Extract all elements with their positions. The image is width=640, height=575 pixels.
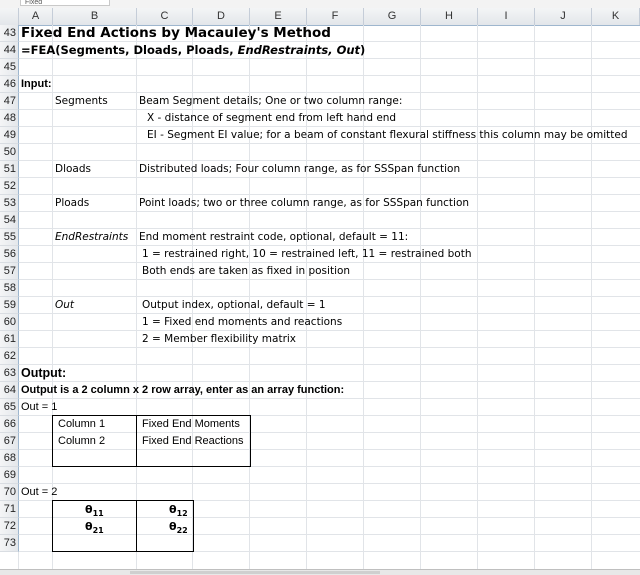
column-header-g[interactable]: G [364, 8, 421, 25]
row-header[interactable]: 54 [0, 212, 19, 229]
row-header[interactable]: 59 [0, 297, 19, 314]
cell-a70[interactable] [21, 484, 57, 501]
cell-a46[interactable] [21, 76, 52, 93]
cell-text: =FEA(Segments, Dloads, Ploads, [21, 43, 238, 57]
cell-text: 1 = Fixed end moments and reactions [142, 316, 343, 328]
row-header[interactable]: 62 [0, 348, 19, 365]
cell-b55[interactable] [55, 229, 128, 246]
cell-text: End moment restraint code, optional, default = 11: [139, 231, 409, 243]
column-header-k[interactable]: K [592, 8, 640, 25]
row-header[interactable]: 43 [0, 25, 19, 42]
row-header[interactable]: 68 [0, 450, 19, 467]
row-header[interactable]: 47 [0, 93, 19, 110]
table-row[interactable] [19, 144, 640, 161]
column-header-d[interactable]: D [193, 8, 250, 25]
column-header-h[interactable]: H [421, 8, 478, 25]
theta-subscript: 22 [176, 526, 188, 536]
cell-a43[interactable] [21, 25, 331, 42]
row-header[interactable]: 69 [0, 467, 19, 484]
cell-text: Column 2 [58, 435, 106, 447]
row-header[interactable]: 52 [0, 178, 19, 195]
row-header[interactable]: 46 [0, 76, 19, 93]
formula-italic-args: EndRestraints, Out [237, 43, 361, 57]
row-header[interactable]: 49 [0, 127, 19, 144]
cell-a63[interactable] [21, 365, 66, 382]
horizontal-scrollbar[interactable] [0, 569, 640, 575]
row-header[interactable]: 57 [0, 263, 19, 280]
theta-symbol: θ [169, 520, 177, 533]
row-header[interactable]: 67 [0, 433, 19, 450]
cell-c60[interactable] [142, 314, 342, 331]
cell-a64[interactable] [21, 382, 344, 399]
cell-text: Ploads [55, 197, 90, 209]
cell-a44[interactable] [21, 42, 365, 59]
cell-text: Dloads [55, 163, 91, 175]
row-header[interactable]: 48 [0, 110, 19, 127]
cell-text: EndRestraints [55, 231, 129, 243]
row-header[interactable]: 55 [0, 229, 19, 246]
table-row[interactable] [19, 467, 640, 484]
output-table-out2-divider [136, 500, 137, 552]
row-header[interactable]: 45 [0, 59, 19, 76]
row-header[interactable]: 56 [0, 246, 19, 263]
table-row[interactable] [19, 59, 640, 76]
table-row[interactable] [19, 297, 640, 314]
row-header[interactable]: 50 [0, 144, 19, 161]
row-header[interactable]: 66 [0, 416, 19, 433]
row-header[interactable]: 72 [0, 518, 19, 535]
cell-c48[interactable] [147, 110, 396, 127]
theta-symbol: θ [169, 503, 177, 516]
column-header-i[interactable]: I [478, 8, 535, 25]
table-row[interactable] [19, 331, 640, 348]
cell-text: Out = 1 [21, 401, 58, 413]
cell-c56[interactable] [142, 246, 471, 263]
column-header-a[interactable]: A [19, 8, 53, 25]
cell-text: 1 = restrained right, 10 = restrained left, 11 = restrained both [142, 248, 472, 260]
cell-c49[interactable] [147, 127, 628, 144]
cell-text: Both ends are taken as fixed in position [142, 265, 351, 277]
row-header[interactable]: 71 [0, 501, 19, 518]
cell-text: Out [55, 299, 75, 311]
cell-text: Output is a 2 column x 2 row array, enter as an array function: [21, 384, 345, 396]
theta-subscript: 11 [92, 509, 104, 519]
theta-symbol: θ [85, 520, 93, 533]
table-row[interactable] [19, 484, 640, 501]
row-header[interactable]: 51 [0, 161, 19, 178]
cell-text: EI - Segment EI value; for a beam of constant flexural stiffness this column may be omitted [147, 129, 628, 141]
column-header-bar [0, 8, 640, 26]
cell-text: Fixed End Moments [142, 418, 240, 430]
table-row[interactable] [19, 365, 640, 382]
cell-text: Fixed End Actions by Macauley's Method [21, 25, 331, 41]
row-header[interactable]: 65 [0, 399, 19, 416]
cell-text: Input: [21, 78, 52, 90]
column-header-c[interactable]: C [137, 8, 193, 25]
formula-close-paren: ) [360, 43, 366, 57]
cell-c51[interactable] [139, 161, 460, 178]
cell-text: Point loads; two or three column range, as for SSSpan function [139, 197, 470, 209]
row-header[interactable]: 70 [0, 484, 19, 501]
row-header[interactable]: 58 [0, 280, 19, 297]
row-header[interactable]: 53 [0, 195, 19, 212]
theta-symbol: θ [85, 503, 93, 516]
select-all-corner[interactable] [0, 8, 19, 25]
table-row[interactable] [19, 212, 640, 229]
cell-c55[interactable] [139, 229, 408, 246]
table-row[interactable] [19, 76, 640, 93]
cell-b47[interactable] [55, 93, 108, 110]
column-header-e[interactable]: E [250, 8, 307, 25]
row-header[interactable]: 64 [0, 382, 19, 399]
column-header-j[interactable]: J [535, 8, 592, 25]
cell-c59[interactable] [142, 297, 326, 314]
table-row[interactable] [19, 178, 640, 195]
output-table-out2 [52, 500, 194, 552]
sheet-tab-fragment[interactable]: Fixed [20, 0, 110, 6]
cell-text: Fixed End Reactions [142, 435, 244, 447]
column-header-b[interactable]: B [53, 8, 137, 25]
cell-c53[interactable] [139, 195, 469, 212]
output-table-out1 [52, 415, 251, 467]
table-row[interactable] [19, 280, 640, 297]
cell-text: Segments [55, 95, 108, 107]
table-row[interactable] [19, 399, 640, 416]
cell-b53[interactable] [55, 195, 89, 212]
theta-subscript: 21 [92, 526, 104, 536]
row-header[interactable]: 61 [0, 331, 19, 348]
cell-c47[interactable] [139, 93, 402, 110]
cell-b51[interactable] [55, 161, 91, 178]
cell-text: Output: [21, 366, 67, 380]
cell-text: Distributed loads; Four column range, as for SSSpan function [139, 163, 461, 175]
cell-b59[interactable] [55, 297, 74, 314]
cell-text: Out = 2 [21, 486, 58, 498]
output-table-out1-divider [136, 415, 137, 467]
cell-text: Output index, optional, default = 1 [142, 299, 326, 311]
row-header[interactable]: 63 [0, 365, 19, 382]
cell-text: Beam Segment details; One or two column range: [139, 95, 403, 107]
row-header[interactable]: 73 [0, 535, 19, 552]
row-header[interactable]: 44 [0, 42, 19, 59]
cell-c57[interactable] [142, 263, 350, 280]
cell-text: 2 = Member flexibility matrix [142, 333, 297, 345]
cell-a65[interactable] [21, 399, 57, 416]
column-header-f[interactable]: F [307, 8, 364, 25]
cell-c61[interactable] [142, 331, 296, 348]
cell-text: Column 1 [58, 418, 106, 430]
table-row[interactable] [19, 348, 640, 365]
cell-text: X - distance of segment end from left hand end [147, 112, 397, 124]
row-header[interactable]: 60 [0, 314, 19, 331]
theta-subscript: 12 [176, 509, 188, 519]
